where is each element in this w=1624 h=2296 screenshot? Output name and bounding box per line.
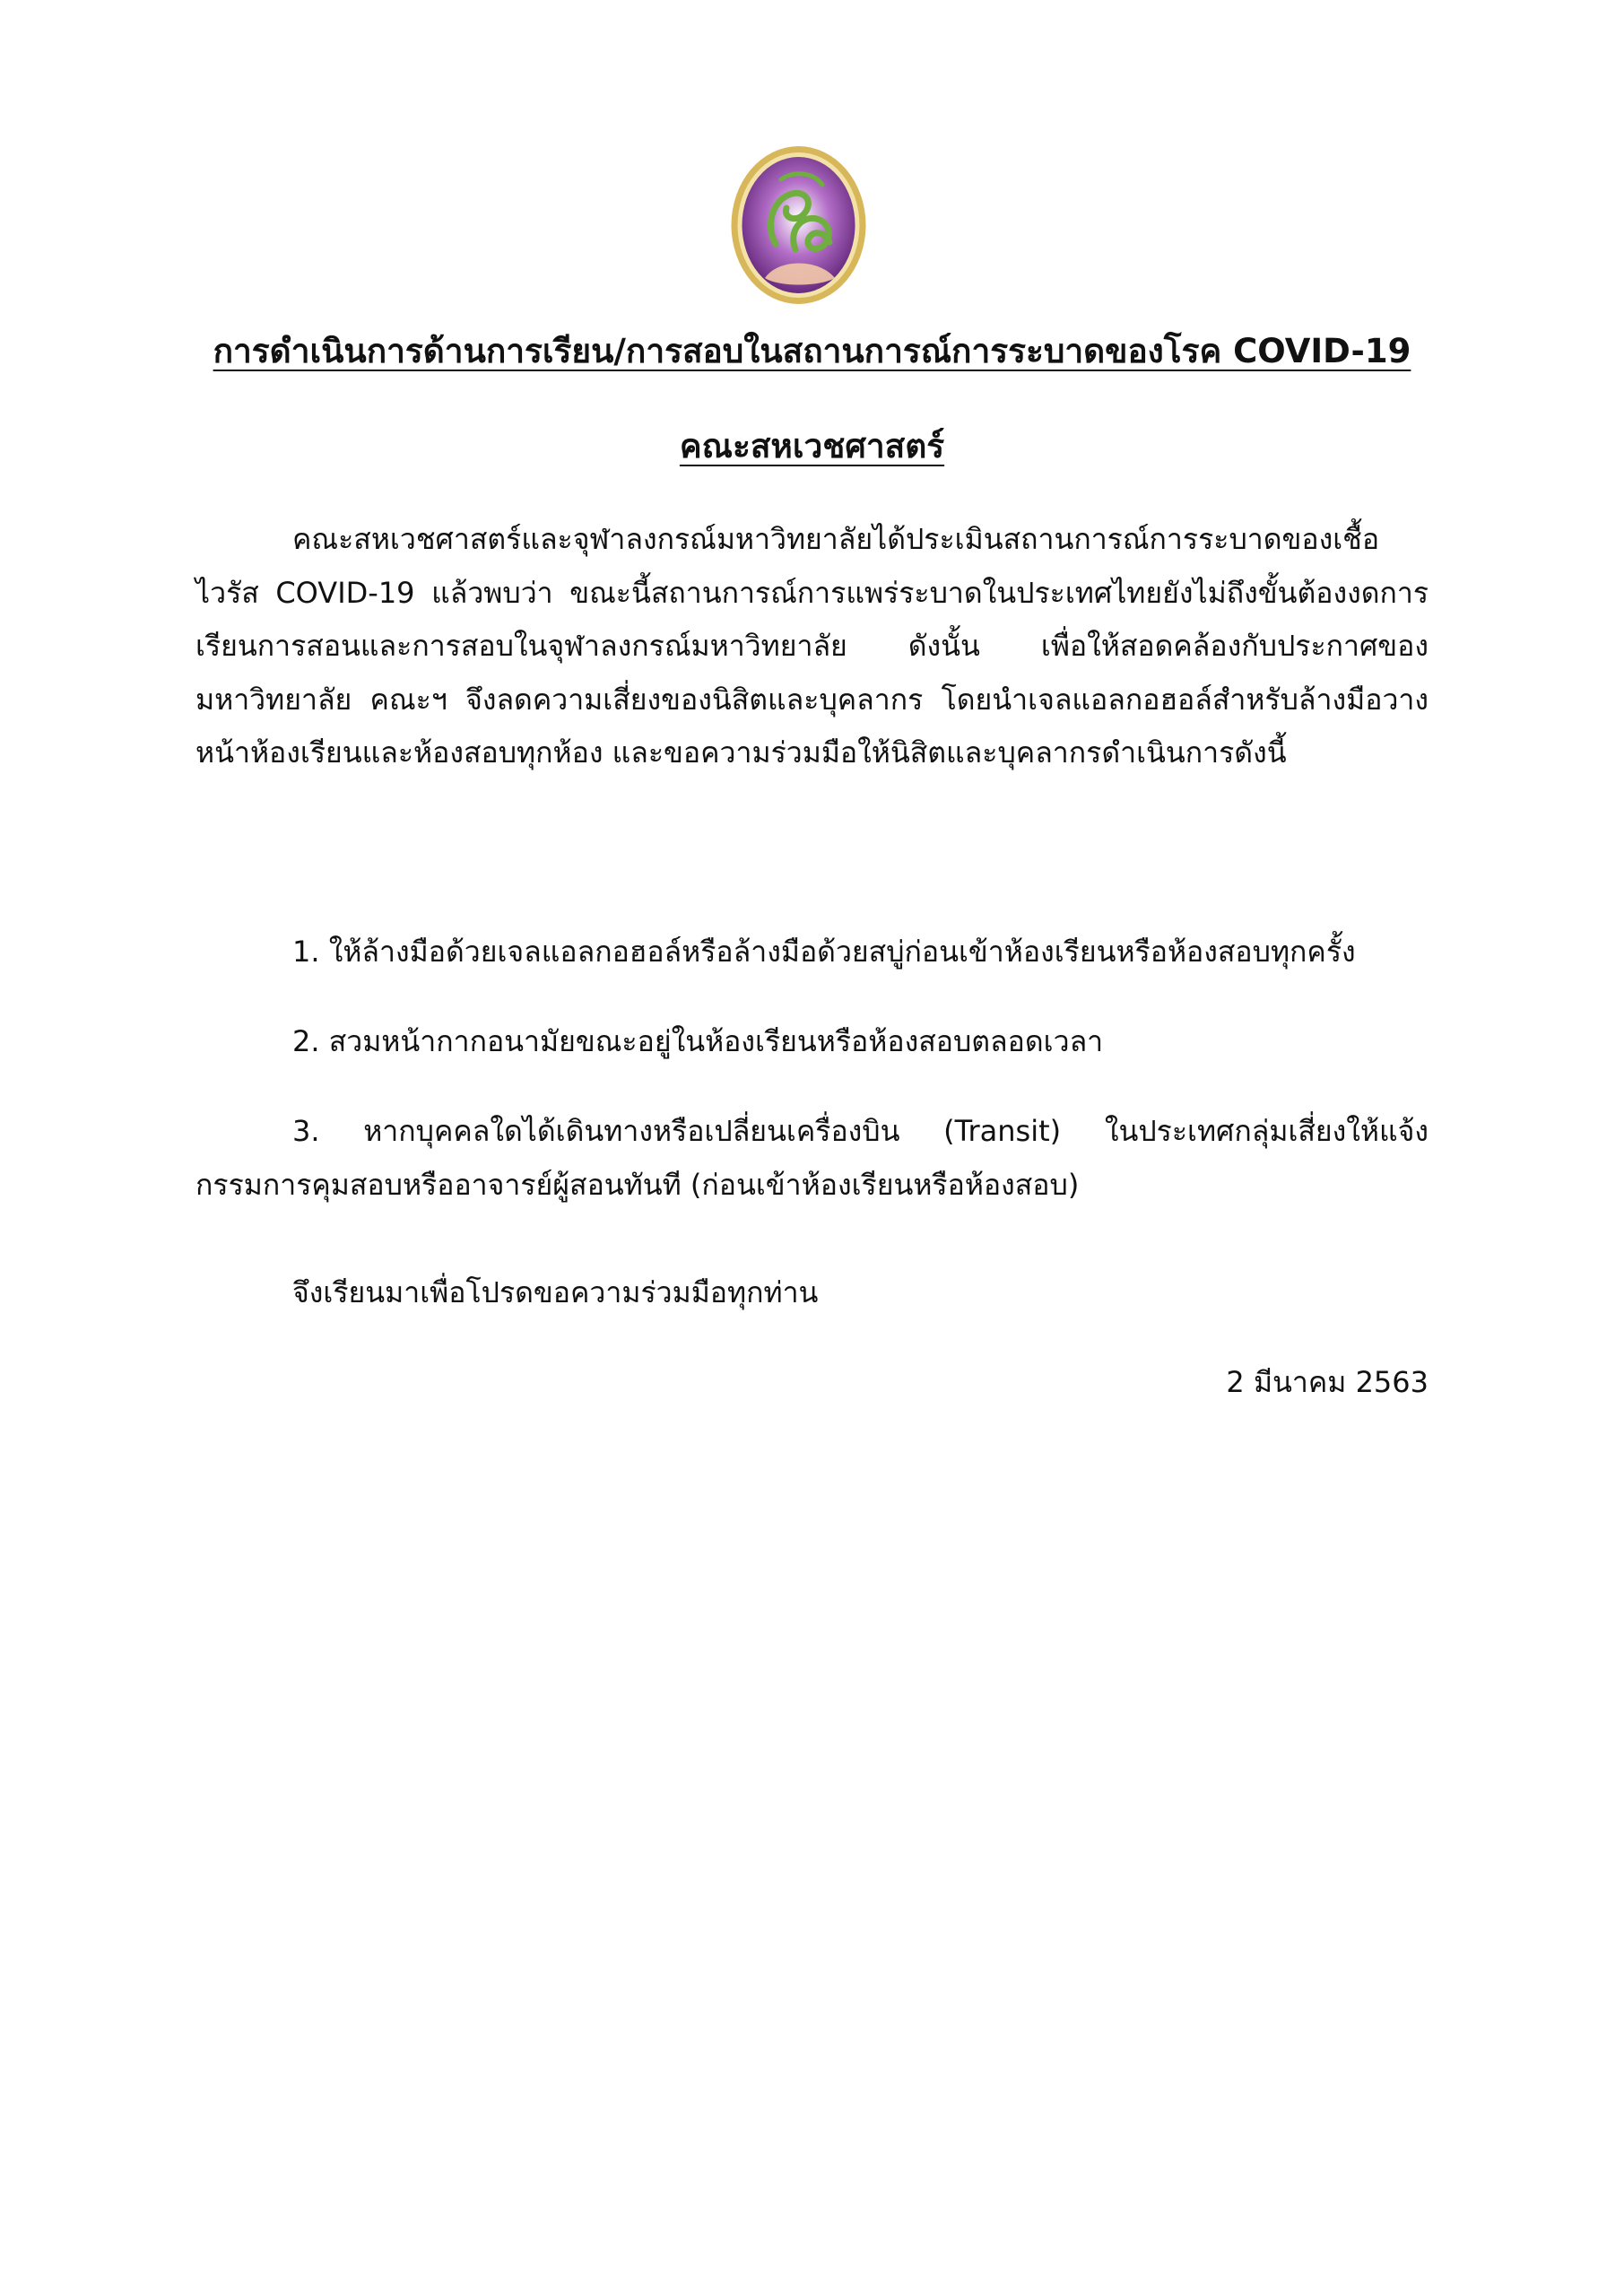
page-title: การดำเนินการด้านการเรียน/การสอบในสถานการณ์การระบาดของโรค COVID-19 [213,332,1411,370]
list-item: 1. ให้ล้างมือด้วยเจลแอลกอฮอล์หรือล้างมือด้วยสบู่ก่อนเข้าห้องเรียนหรือห้องสอบทุกครั้ง [292,935,1356,969]
closing-paragraph: จึงเรียนมาเพื่อโปรดขอความร่วมมือทุกท่าน [292,1275,819,1309]
document-date: 2 มีนาคม 2563 [1226,1365,1429,1399]
list-item: 2. สวมหน้ากากอนามัยขณะอยู่ในห้องเรียนหรือห้องสอบตลอดเวลา [292,1024,1104,1058]
list-item: 3. หากบุคคลใดได้เดินทางหรือเปลี่ยนเครื่องบิน (Transit) ในประเทศกลุ่มเสี่ยงให้แจ้งกรรมการคุมสอบหรืออาจารย์ผู้สอนทันที (ก่อนเข้าห้องเรียนหรือห้องสอบ) [195,1114,1429,1202]
faculty-emblem-icon [729,144,868,307]
intro-paragraph: คณะสหเวชศาสตร์และจุฬาลงกรณ์มหาวิทยาลัยได้ประเมินสถานการณ์การระบาดของเชื้อไวรัส COVID-19 แล้วพบว่า ขณะนี้สถานการณ์การแพร่ระบาดในประเทศไทยยังไม่ถึงขั้นต้องงดการเรียนการสอนและการสอบในจุฬาลงกรณ์มหาวิทยาลัย ดังนั้น เพื่อให้สอดคล้องกับประกาศของมหาวิทยาลัย คณะฯ จึงลดความเสี่ยงของนิสิตและบุคลากร โดยนำเจลแอลกอฮอล์สำหรับล้างมือวางหน้าห้องเรียนและห้องสอบทุกห้อง และขอความร่วมมือให้นิสิตและบุคลากรดำเนินการดังนี้ [195,522,1429,770]
page-subtitle: คณะสหเวชศาสตร์ [679,427,945,465]
